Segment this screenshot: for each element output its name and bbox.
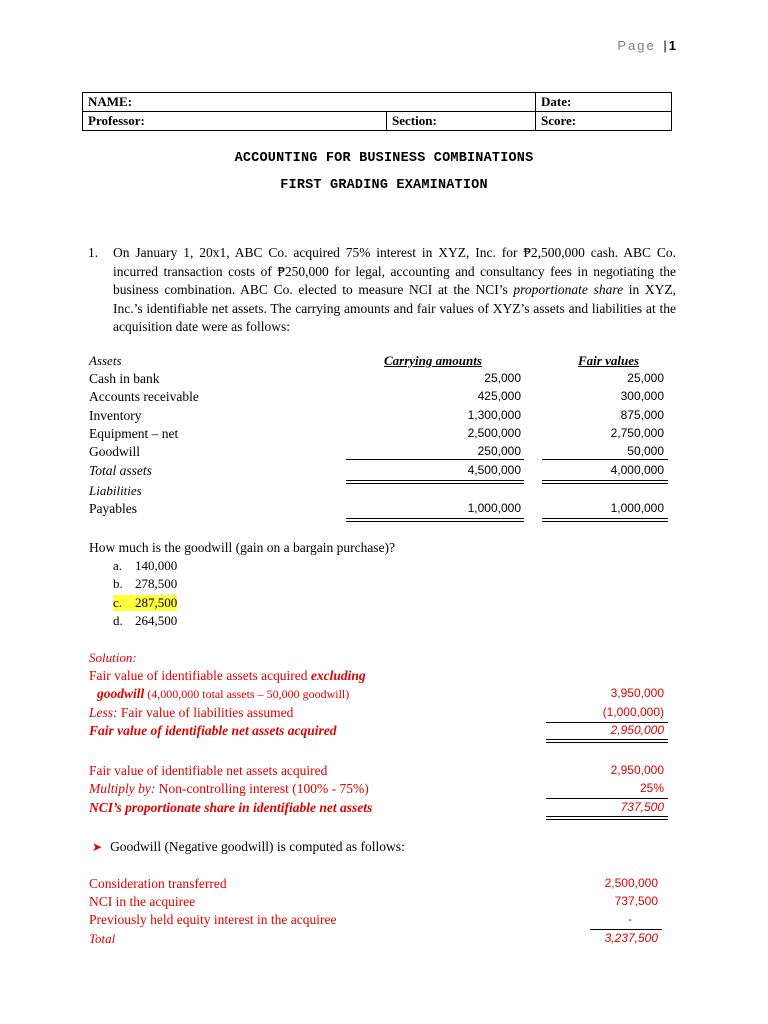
payables-line-carrying-2 [346,521,524,522]
mcq-choice[interactable] [113,613,177,629]
nci-line-3: NCI’s proportionate share in identifiable net assets [89,800,373,815]
choice-value: 140,000 [135,558,178,573]
total-line-fair-1 [542,480,668,481]
goodwill-line-2: NCI in the acquiree [89,894,196,909]
mcq-choice[interactable] [113,576,177,592]
choice-value: 278,500 [135,576,178,591]
asset-row-label: Goodwill [89,444,141,459]
solution-value-2: (1,000,000) [602,705,664,719]
total-line-carrying-2 [346,483,524,484]
asset-row-fair: 25,000 [627,371,664,385]
solution-total-line-1 [546,739,668,740]
subtotal-line-carrying [346,459,524,460]
nci-line-1: Fair value of identifiable net assets acquired [89,763,328,778]
asset-row-fair: 875,000 [620,408,664,422]
date-field[interactable]: Date: [536,93,672,112]
page-number-header [617,38,676,53]
solution-line-2: goodwill (4,000,000 total assets – 50,000 goodwill) [97,686,350,701]
mcq-choice[interactable] [113,558,177,574]
total-assets-label: Total assets [89,463,152,478]
page-separator: | [663,38,667,53]
nci-subtotal-line [546,798,668,799]
asset-row-carrying: 2,500,000 [467,426,521,440]
asset-row-fair: 300,000 [620,389,664,403]
document-subtitle: FIRST GRADING EXAMINATION [280,178,488,193]
choice-letter: d. [113,613,123,628]
nci-value-2: 25% [639,781,664,795]
goodwill-bullet: ➤ Goodwill (Negative goodwill) is computed as follows: [92,839,405,854]
asset-row-label: Equipment – net [89,426,179,441]
question-1 [88,244,676,337]
goodwill-value-1: 2,500,000 [604,876,658,890]
total-line-carrying-1 [346,480,524,481]
payables-line-fair-1 [542,518,668,519]
solution-line-3: Less: Fair value of liabilities assumed [89,705,294,720]
solution-value-3: 2,950,000 [610,723,664,737]
asset-row-label: Inventory [89,408,142,423]
subtotal-line-fair [542,459,668,460]
student-info-table [82,92,672,131]
name-field[interactable]: NAME: [83,93,536,112]
fair-values-header: Fair values [578,353,640,368]
payables-fair: 1,000,000 [610,501,664,515]
section-field[interactable]: Section: [387,112,536,131]
asset-row-label: Accounts receivable [89,389,199,404]
asset-row-fair: 2,750,000 [610,426,664,440]
goodwill-value-3: - [628,912,632,926]
score-field[interactable]: Score: [536,112,672,131]
choice-letter: c. [113,595,123,610]
choice-value: 264,500 [135,613,178,628]
nci-line-2: Multiply by: Non-controlling interest (100% - 75%) [89,781,369,796]
solution-total-line-2 [546,742,668,743]
goodwill-value-2: 737,500 [614,894,658,908]
question-number: 1. [88,245,99,260]
choice-value: 287,500 [135,595,178,610]
total-assets-fair: 4,000,000 [610,463,664,477]
goodwill-total-label: Total [89,931,116,946]
question-text: On January 1, 20x1, ABC Co. acquired 75% interest in XYZ, Inc. for ₱2,500,000 cash. ABC Co. incurred transaction costs of ₱250,000 for legal, accounting and consultancy fees in negotiating the business combination. ABC Co. elected to measure NCI at the NCI’s proportionate share in XYZ, Inc.’s identifiable net assets. The carrying amounts and fair values of XYZ’s assets and liabilities at the acquisition date were as follows: [113,245,676,334]
document-title: ACCOUNTING FOR BUSINESS COMBINATIONS [234,151,534,166]
asset-row-carrying: 25,000 [484,371,521,385]
goodwill-subtotal-line [590,929,662,930]
page-label: Page [617,38,656,53]
payables-line-fair-2 [542,521,668,522]
carrying-amounts-header: Carrying amounts [384,353,482,368]
professor-field[interactable]: Professor: [83,112,387,131]
solution-line-4: Fair value of identifiable net assets acquired [89,723,337,738]
goodwill-line-3: Previously held equity interest in the acquiree [89,912,337,927]
asset-row-fair: 50,000 [627,444,664,458]
arrow-bullet-icon: ➤ [92,840,103,854]
asset-row-carrying: 425,000 [477,389,521,403]
solution-line-1: Fair value of identifiable assets acquired excluding [89,668,366,683]
nci-value-3: 737,500 [620,800,664,814]
mcq-choice[interactable] [113,595,177,611]
payables-label: Payables [89,501,137,516]
asset-row-label: Cash in bank [89,371,160,386]
asset-row-carrying: 1,300,000 [467,408,521,422]
total-line-fair-2 [542,483,668,484]
total-assets-carrying: 4,500,000 [467,463,521,477]
payables-line-carrying-1 [346,518,524,519]
payables-carrying: 1,000,000 [467,501,521,515]
liabilities-heading: Liabilities [89,483,142,498]
choice-letter: a. [113,558,123,573]
nci-total-line-1 [546,816,668,817]
assets-heading: Assets [89,353,122,368]
goodwill-total-value: 3,237,500 [604,931,658,945]
mcq-prompt: How much is the goodwill (gain on a bargain purchase)? [89,540,396,555]
solution-heading: Solution: [89,650,137,665]
choice-letter: b. [113,576,123,591]
page-number: 1 [668,38,676,53]
asset-row-carrying: 250,000 [477,444,521,458]
solution-value-1: 3,950,000 [610,686,664,700]
goodwill-line-1: Consideration transferred [89,876,227,891]
nci-value-1: 2,950,000 [610,763,664,777]
nci-total-line-2 [546,819,668,820]
